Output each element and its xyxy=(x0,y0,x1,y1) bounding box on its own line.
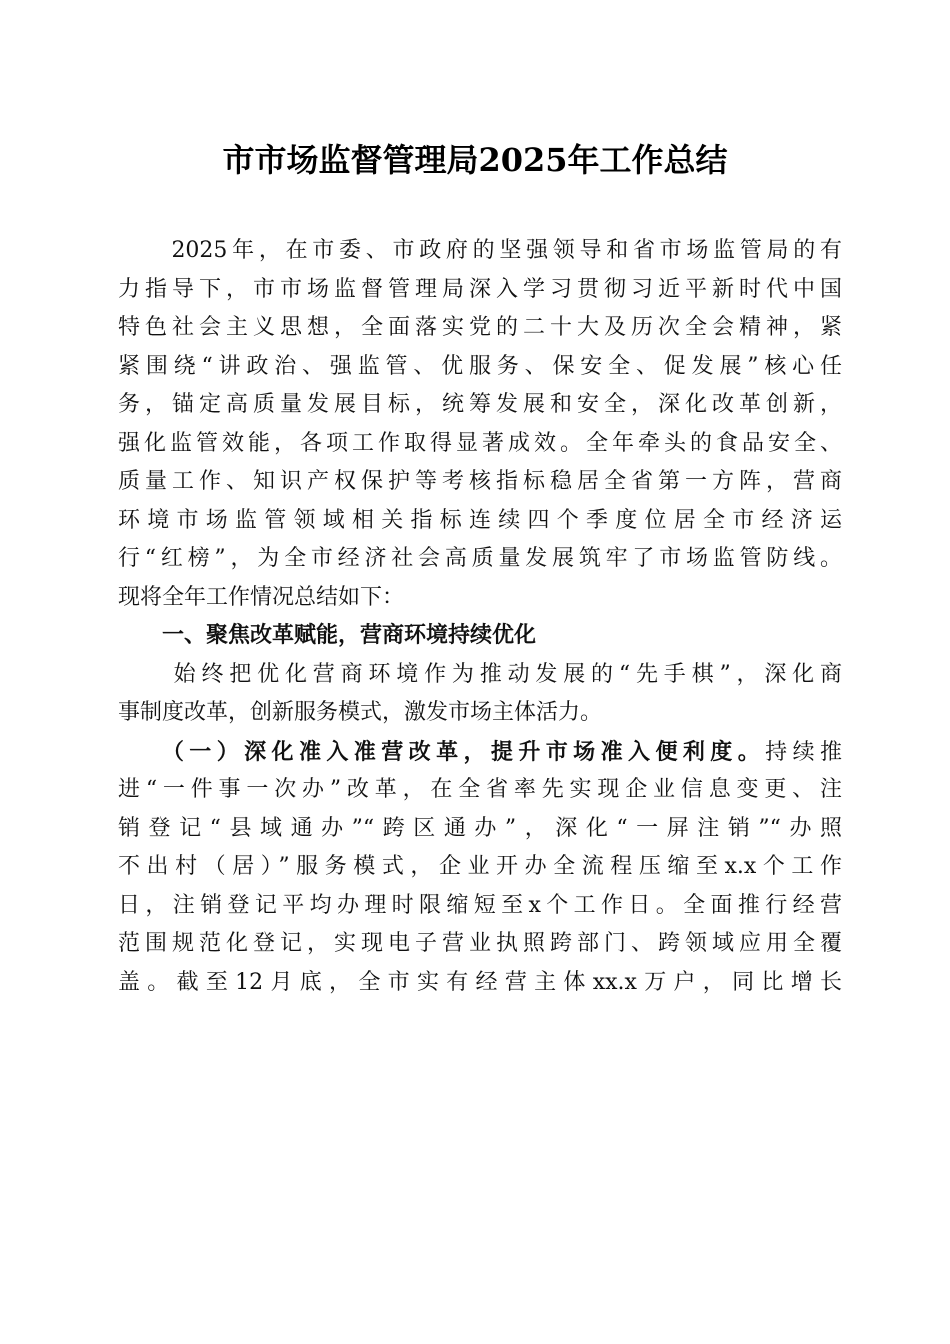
paragraph-line: 事制度改革，创新服务模式，激发市场主体活力。 xyxy=(118,700,603,725)
paragraph-line: 力指导下，市市场监督管理局深入学习贯彻习近平新时代中国 xyxy=(118,276,842,302)
paragraph-line: 现将全年工作情况总结如下： xyxy=(118,584,405,610)
paragraph-line: 2025年，在市委、市政府的坚强领导和省市场监管局的有 xyxy=(118,238,842,263)
subsection-heading: （一）深化准入准营改革，提升市场准入便利度。 xyxy=(118,738,766,765)
document-body xyxy=(118,232,842,1002)
paragraph-line: 质量工作、知识产权保护等考核指标稳居全省第一方阵，营商 xyxy=(118,469,842,494)
document-title: 市市场监督管理局2025年工作总结 xyxy=(222,141,728,179)
intro-paragraph xyxy=(118,232,842,617)
paragraph-line: 行“红榜”，为全市经济社会高质量发展筑牢了市场监管防线。 xyxy=(118,546,842,571)
paragraph-line: 进“一件事一次办”改革，在全省率先实现企业信息变更、注 xyxy=(118,777,842,802)
paragraph-line: 范围规范化登记，实现电子营业执照跨部门、跨领域应用全覆 xyxy=(118,931,842,956)
paragraph-line: 始终把优化营商环境作为推动发展的“先手棋”，深化商 xyxy=(118,661,842,687)
subsection-first-line xyxy=(118,733,842,772)
paragraph-line: 强化监管效能，各项工作取得显著成效。全年牵头的食品安全、 xyxy=(118,430,842,456)
paragraph-line: 不出村（居）”服务模式，企业开办全流程压缩至x.x个工作 xyxy=(118,854,842,879)
section-intro-paragraph xyxy=(118,656,842,733)
paragraph-line: 盖。截至12月底，全市实有经营主体xx.x万户，同比增长 xyxy=(118,969,842,995)
paragraph-line: 紧围绕“讲政治、强监管、优服务、保安全、促发展”核心任 xyxy=(118,353,842,379)
paragraph-line: 销登记“县域通办”“跨区通办”，深化“一屏注销”“办照 xyxy=(118,815,842,841)
paragraph-line: 日，注销登记平均办理时限缩短至x个工作日。全面推行经营 xyxy=(118,892,842,918)
paragraph-line: 环境市场监管领域相关指标连续四个季度位居全市经济运 xyxy=(118,507,842,533)
paragraph-line: 务，锚定高质量发展目标，统筹发展和安全，深化改革创新， xyxy=(118,392,842,417)
subsection-first-line-rest: 持续推 xyxy=(765,739,842,765)
paragraph-line: 特色社会主义思想，全面落实党的二十大及历次全会精神，紧 xyxy=(118,315,842,340)
section-heading: 一、聚焦改革赋能，营商环境持续优化 xyxy=(118,623,537,648)
subsection-paragraph xyxy=(118,733,842,1003)
